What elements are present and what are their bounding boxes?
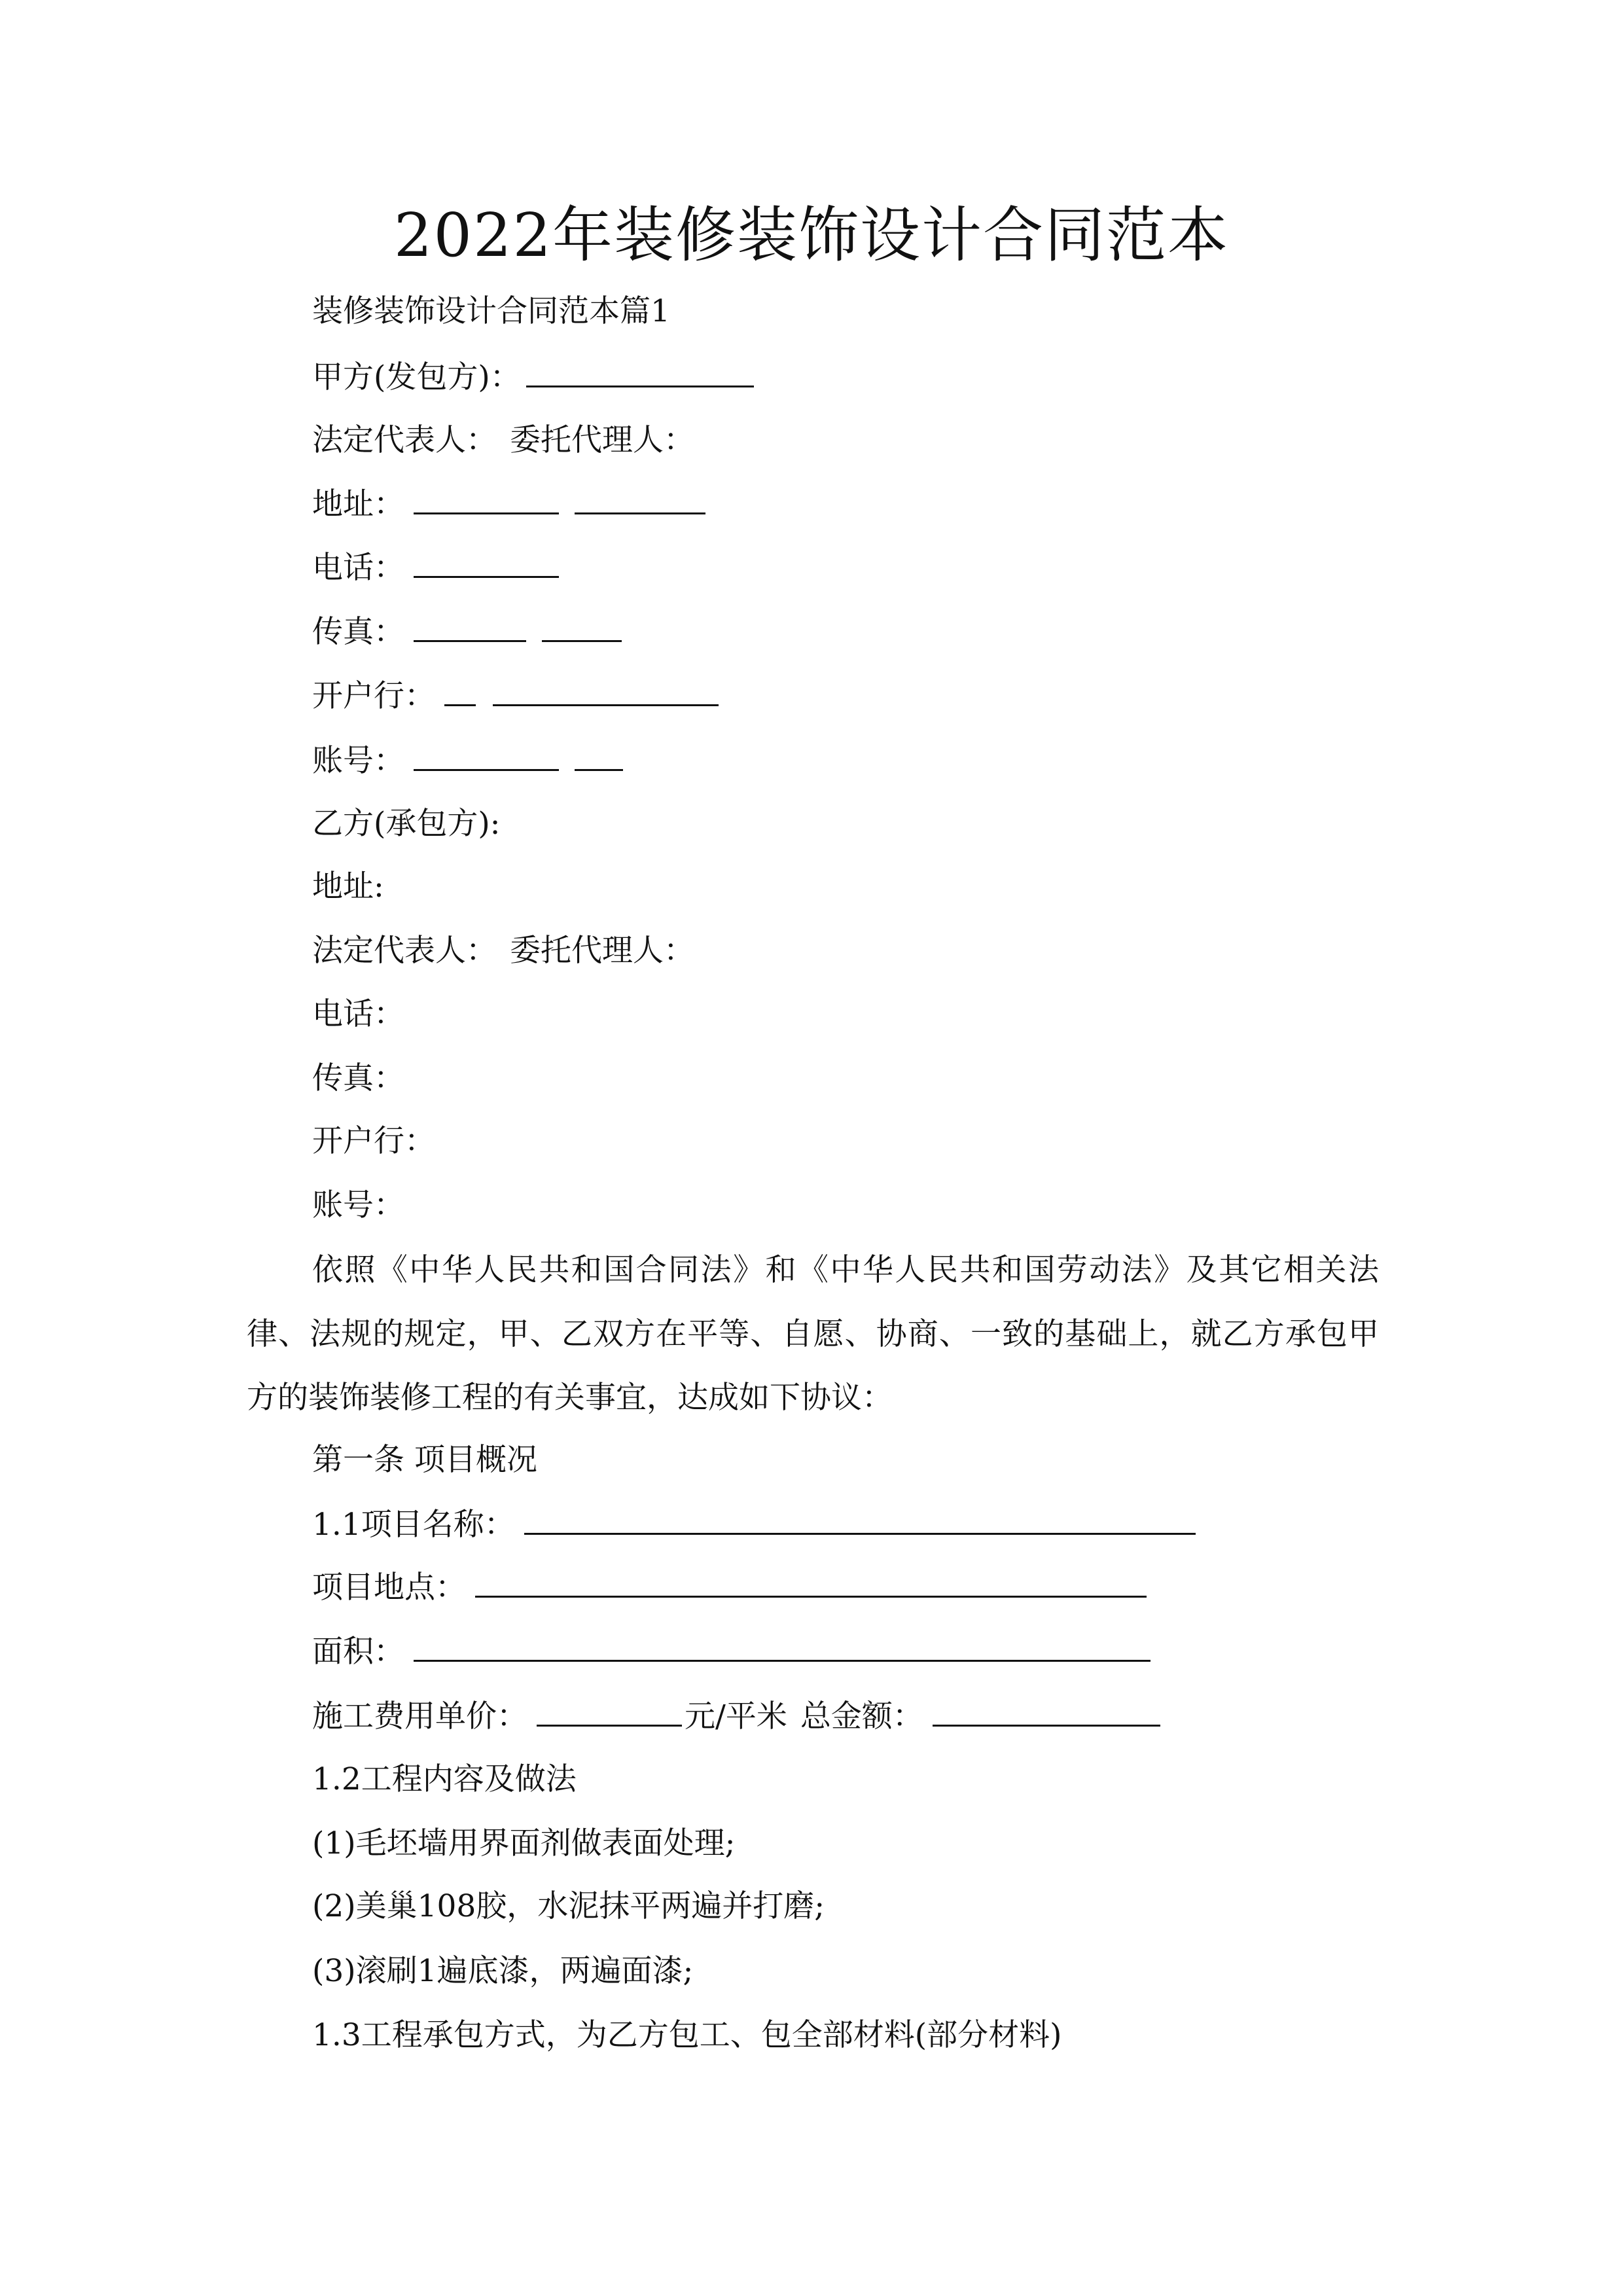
party-b-agent-label: 委托代理人： xyxy=(510,933,694,969)
party-a-name-blank[interactable] xyxy=(526,359,754,387)
area-label: 面积： xyxy=(312,1634,404,1670)
party-a-account-label: 账号： xyxy=(312,743,404,779)
party-b-rep-row xyxy=(312,931,694,971)
party-a-bank-label: 开户行： xyxy=(312,678,435,714)
party-a-rep-row xyxy=(312,421,694,460)
party-a-fax-row xyxy=(312,613,622,652)
total-blank[interactable] xyxy=(933,1698,1160,1727)
area-blank[interactable] xyxy=(414,1634,1150,1662)
project-name-label: 1.1项目名称： xyxy=(312,1507,515,1543)
unit-label: 元/平米 xyxy=(685,1698,787,1734)
party-b-account: 账号： xyxy=(312,1187,404,1223)
party-a-account-row xyxy=(312,742,623,781)
party-a-fax-blank-2[interactable] xyxy=(542,614,622,642)
scope-item: (1)毛坯墙用界面剂做表面处理; xyxy=(312,1825,736,1861)
contract-mode: 1.3工程承包方式，为乙方包工、包全部材料(部分材料) xyxy=(312,2017,1062,2053)
scope-item: (3)滚刷1遍底漆，两遍面漆; xyxy=(312,1953,694,1989)
party-a-agent-label: 委托代理人： xyxy=(510,422,694,458)
party-a-address-label: 地址： xyxy=(312,486,404,522)
party-b-heading: 乙方(承包方): xyxy=(312,806,501,842)
party-a-phone-blank[interactable] xyxy=(414,550,559,578)
price-row xyxy=(312,1697,1160,1736)
project-location-row xyxy=(312,1568,1147,1607)
party-a-bank-blank-1[interactable] xyxy=(444,678,476,706)
party-a-heading xyxy=(312,358,754,397)
party-a-phone-label: 电话： xyxy=(312,550,404,586)
party-a-address-blank-2[interactable] xyxy=(575,486,705,514)
party-b-fax: 传真： xyxy=(312,1060,404,1096)
party-a-heading-label: 甲方(发包方)： xyxy=(312,359,521,395)
party-a-bank-blank-2[interactable] xyxy=(493,678,719,706)
project-name-blank[interactable] xyxy=(524,1507,1196,1535)
scope-item: (2)美巢108胶，水泥抹平两遍并打磨; xyxy=(312,1888,825,1924)
document-title: 2022年装修装饰设计合同范本 xyxy=(393,200,1230,270)
party-b-phone: 电话： xyxy=(312,996,404,1032)
area-row xyxy=(312,1632,1150,1672)
party-b-rep-label: 法定代表人： xyxy=(312,933,497,969)
unit-price-label: 施工费用单价： xyxy=(312,1698,527,1734)
party-b-address: 地址: xyxy=(312,869,384,905)
project-location-label: 项目地点： xyxy=(312,1570,466,1605)
party-a-address-blank-1[interactable] xyxy=(414,486,559,514)
party-a-fax-label: 传真： xyxy=(312,614,404,650)
party-a-phone-row xyxy=(312,548,559,588)
party-a-fax-blank-1[interactable] xyxy=(414,614,526,642)
subtitle: 装修装饰设计合同范本篇1 xyxy=(312,293,670,329)
project-name-row xyxy=(312,1505,1196,1545)
unit-price-blank[interactable] xyxy=(537,1698,682,1727)
party-b-bank: 开户行： xyxy=(312,1123,435,1159)
scope-heading: 1.2工程内容及做法 xyxy=(312,1761,577,1797)
party-a-account-blank-2[interactable] xyxy=(575,743,623,771)
project-location-blank[interactable] xyxy=(475,1570,1147,1598)
party-a-address-row xyxy=(312,485,705,524)
article-1-heading: 第一条 项目概况 xyxy=(312,1442,537,1478)
preamble-paragraph: 依照《中华人民共和国合同法》和《中华人民共和国劳动法》及其它相关法律、法规的规定，甲、乙双方在平等、自愿、协商、一致的基础上，就乙方承包甲方的装饰装修工程的有关事宜，达成如下协议： xyxy=(247,1252,1379,1416)
party-a-bank-row xyxy=(312,677,719,716)
party-a-rep-label: 法定代表人： xyxy=(312,422,497,458)
total-label: 总金额： xyxy=(800,1698,923,1734)
party-a-account-blank-1[interactable] xyxy=(414,743,559,771)
